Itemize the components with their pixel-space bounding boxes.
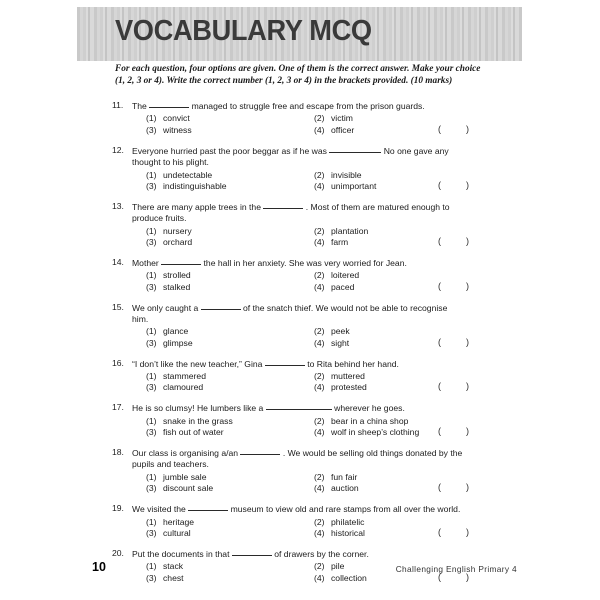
bracket-close: ) xyxy=(466,280,469,291)
bracket-open: ( xyxy=(438,571,441,582)
option-choice[interactable] xyxy=(146,483,213,494)
instructions-block xyxy=(115,64,515,87)
question-number: 11. xyxy=(112,100,124,110)
option-label: undetectable xyxy=(163,169,213,180)
option-choice[interactable] xyxy=(314,170,362,181)
question-item xyxy=(112,358,512,394)
option-label: peek xyxy=(331,326,350,337)
question-number: 18. xyxy=(112,447,124,458)
option-key: (1) xyxy=(146,471,157,482)
stem-text-before-blank: “I don’t like the new teacher,” Gina xyxy=(132,358,263,369)
option-key: (4) xyxy=(314,337,325,348)
answer-blank[interactable] xyxy=(149,100,189,108)
bracket-open: ( xyxy=(438,179,441,190)
option-choice[interactable] xyxy=(146,237,192,248)
option-label: invisible xyxy=(331,169,362,180)
question-stem xyxy=(112,201,512,225)
option-grid xyxy=(112,326,512,349)
question-text-line xyxy=(132,100,512,112)
option-label: stammered xyxy=(163,371,206,382)
question-number: 19. xyxy=(112,503,124,514)
question-stem xyxy=(112,548,512,560)
question-text-line: him. xyxy=(132,313,149,324)
answer-blank[interactable] xyxy=(329,145,381,153)
option-label: glimpse xyxy=(163,337,193,348)
page-number: 10 xyxy=(92,560,106,574)
option-key: (4) xyxy=(314,180,325,191)
option-label: auction xyxy=(331,483,359,494)
answer-bracket-field[interactable] xyxy=(438,382,480,393)
option-choice[interactable] xyxy=(314,382,367,393)
option-key: (3) xyxy=(146,382,157,393)
instructions-line-1: For each question, four options are given. One of them is the correct answer. Make your choice xyxy=(115,64,481,74)
option-key: (2) xyxy=(314,270,325,281)
answer-blank[interactable] xyxy=(188,503,228,511)
option-key: (3) xyxy=(146,337,157,348)
option-key: (4) xyxy=(314,124,325,135)
option-key: (3) xyxy=(146,427,157,438)
question-item xyxy=(112,302,512,350)
bracket-close: ) xyxy=(466,235,469,246)
option-label: witness xyxy=(163,124,192,135)
answer-blank[interactable] xyxy=(240,447,280,455)
question-text-line xyxy=(132,302,512,314)
question-number: 17. xyxy=(112,402,124,413)
option-row xyxy=(112,528,512,539)
question-text-line: produce fruits. xyxy=(132,213,187,224)
option-key: (3) xyxy=(146,527,157,538)
option-row xyxy=(112,483,512,494)
option-choice[interactable] xyxy=(314,472,357,483)
answer-bracket-field[interactable] xyxy=(438,338,480,349)
option-row xyxy=(112,237,512,248)
option-choice[interactable] xyxy=(146,382,203,393)
option-label: orchard xyxy=(163,236,193,247)
option-label: sight xyxy=(331,337,350,348)
option-row xyxy=(112,416,512,427)
stem-text-before-blank: There are many apple trees in the xyxy=(132,201,261,212)
option-label: bear in a china shop xyxy=(331,415,409,426)
option-grid xyxy=(112,113,512,136)
option-label: collection xyxy=(331,572,367,583)
question-text-line xyxy=(132,145,512,157)
question-text-line xyxy=(132,447,512,459)
stem-text-before-blank: Everyone hurried past the poor beggar as if he was xyxy=(132,145,327,156)
option-key: (4) xyxy=(314,572,325,583)
option-grid xyxy=(112,170,512,193)
option-choice[interactable] xyxy=(146,270,191,281)
question-stem xyxy=(112,257,512,269)
option-grid xyxy=(112,517,512,540)
option-choice[interactable] xyxy=(314,528,365,539)
option-label: plantation xyxy=(331,225,369,236)
answer-bracket-field[interactable] xyxy=(438,237,480,248)
option-key: (1) xyxy=(146,415,157,426)
option-key: (1) xyxy=(146,561,157,572)
option-label: victim xyxy=(331,113,353,124)
option-choice[interactable] xyxy=(146,528,191,539)
stem-text-after-blank: museum to view old and rare stamps from all over the world. xyxy=(230,504,461,515)
option-key: (1) xyxy=(146,326,157,337)
option-choice[interactable] xyxy=(146,371,206,382)
option-label: nursery xyxy=(163,225,192,236)
answer-bracket-field[interactable] xyxy=(438,282,480,293)
stem-text-after-blank: No one gave any xyxy=(383,145,449,156)
question-number: 20. xyxy=(112,547,124,558)
question-item xyxy=(112,201,512,249)
stem-text-before-blank: Put the documents in that xyxy=(132,548,230,559)
answer-blank[interactable] xyxy=(232,548,272,556)
option-key: (2) xyxy=(314,169,325,180)
question-text-line xyxy=(132,257,512,269)
option-key: (2) xyxy=(314,326,325,337)
option-label: glance xyxy=(163,326,189,337)
instructions-line-2: (1, 2, 3 or 4). Write the correct number (1, 2, 3 or 4) in the brackets provided. (10 marks) xyxy=(115,75,453,86)
bracket-close: ) xyxy=(466,381,469,392)
question-stem xyxy=(112,503,512,515)
option-key: (4) xyxy=(314,527,325,538)
option-key: (2) xyxy=(314,471,325,482)
option-key: (1) xyxy=(146,169,157,180)
bracket-open: ( xyxy=(438,280,441,291)
answer-blank[interactable] xyxy=(263,201,303,209)
option-label: snake in the grass xyxy=(163,415,233,426)
option-key: (1) xyxy=(146,371,157,382)
option-label: pile xyxy=(331,561,345,572)
answer-bracket-field[interactable] xyxy=(438,427,480,438)
answer-bracket-field[interactable] xyxy=(438,528,480,539)
option-grid xyxy=(112,270,512,293)
option-key: (1) xyxy=(146,516,157,527)
option-label: discount sale xyxy=(163,483,214,494)
option-label: wolf in sheep’s clothing xyxy=(331,427,420,438)
question-text-line xyxy=(132,548,512,560)
option-row xyxy=(112,270,512,281)
question-item xyxy=(112,447,512,495)
option-key: (3) xyxy=(146,180,157,191)
option-choice[interactable] xyxy=(146,427,224,438)
option-choice[interactable] xyxy=(314,237,348,248)
stem-text-after-blank: to Rita behind her hand. xyxy=(307,358,399,369)
option-label: muttered xyxy=(331,371,365,382)
option-row xyxy=(112,371,512,382)
option-label: indistinguishable xyxy=(163,180,227,191)
bracket-close: ) xyxy=(466,571,469,582)
option-label: paced xyxy=(331,281,355,292)
question-stem xyxy=(112,302,512,326)
option-row xyxy=(112,282,512,293)
page-title: VOCABULARY MCQ xyxy=(115,15,372,47)
option-choice[interactable] xyxy=(314,181,376,192)
option-choice[interactable] xyxy=(146,170,212,181)
option-label: fish out of water xyxy=(163,427,224,438)
question-number: 15. xyxy=(112,301,124,312)
option-choice[interactable] xyxy=(314,270,359,281)
answer-bracket-field[interactable] xyxy=(438,483,480,494)
option-label: philatelic xyxy=(331,516,365,527)
answer-bracket-field[interactable] xyxy=(438,125,480,136)
page-footer xyxy=(0,560,600,590)
option-key: (2) xyxy=(314,371,325,382)
option-choice[interactable] xyxy=(146,125,192,136)
stem-text-before-blank: Mother xyxy=(132,257,159,268)
question-text-line xyxy=(132,402,512,414)
stem-text-before-blank: We visited the xyxy=(132,504,186,515)
question-text-line xyxy=(132,201,512,213)
question-text-line xyxy=(132,503,512,515)
option-choice[interactable] xyxy=(314,483,359,494)
option-row xyxy=(112,125,512,136)
option-row xyxy=(112,338,512,349)
stem-text-after-blank: . Most of them are matured enough to xyxy=(305,201,450,212)
option-row xyxy=(112,226,512,237)
question-item xyxy=(112,402,512,438)
option-choice[interactable] xyxy=(314,326,350,337)
option-label: officer xyxy=(331,124,355,135)
option-choice[interactable] xyxy=(146,181,227,192)
option-key: (2) xyxy=(314,113,325,124)
bracket-open: ( xyxy=(438,526,441,537)
option-grid xyxy=(112,416,512,439)
option-label: historical xyxy=(331,527,365,538)
stem-text-after-blank: the hall in her anxiety. She was very worried for Jean. xyxy=(203,257,407,268)
option-label: protested xyxy=(331,382,367,393)
option-key: (2) xyxy=(314,225,325,236)
stem-text-before-blank: Our class is organising a/an xyxy=(132,448,239,459)
option-row xyxy=(112,472,512,483)
option-key: (2) xyxy=(314,561,325,572)
option-label: cultural xyxy=(163,527,191,538)
option-choice[interactable] xyxy=(146,416,233,427)
option-key: (2) xyxy=(314,516,325,527)
header-stripe-band xyxy=(77,7,522,61)
question-number: 14. xyxy=(112,256,124,267)
question-stem xyxy=(112,447,512,471)
stem-text-after-blank: of the snatch thief. We would not be able to recognise xyxy=(243,302,448,313)
question-list xyxy=(112,100,512,593)
option-label: stalked xyxy=(163,281,191,292)
option-row xyxy=(112,326,512,337)
option-choice[interactable] xyxy=(146,282,190,293)
answer-blank[interactable] xyxy=(265,358,305,366)
stem-text-before-blank: He is so clumsy! He lumbers like a xyxy=(132,403,264,414)
bracket-close: ) xyxy=(466,336,469,347)
option-label: clamoured xyxy=(163,382,204,393)
option-row xyxy=(112,427,512,438)
bracket-open: ( xyxy=(438,426,441,437)
option-choice[interactable] xyxy=(314,427,419,438)
question-number: 13. xyxy=(112,200,124,211)
answer-blank[interactable] xyxy=(161,257,201,265)
option-row xyxy=(112,517,512,528)
option-choice[interactable] xyxy=(146,226,192,237)
option-key: (3) xyxy=(146,483,157,494)
option-key: (4) xyxy=(314,236,325,247)
stem-text-before-blank: The xyxy=(132,101,147,111)
bracket-open: ( xyxy=(438,482,441,493)
option-label: unimportant xyxy=(331,180,377,191)
option-row xyxy=(112,170,512,181)
option-grid xyxy=(112,472,512,495)
option-key: (3) xyxy=(146,281,157,292)
option-label: convict xyxy=(163,113,190,124)
question-number: 16. xyxy=(112,357,124,368)
option-choice[interactable] xyxy=(146,326,188,337)
option-key: (4) xyxy=(314,427,325,438)
option-choice[interactable] xyxy=(314,517,364,528)
option-grid xyxy=(112,226,512,249)
stem-text-after-blank: wherever he goes. xyxy=(334,403,405,414)
option-choice[interactable] xyxy=(146,113,190,124)
stem-text-after-blank: of drawers by the corner. xyxy=(274,548,369,559)
option-label: loitered xyxy=(331,270,360,281)
option-grid xyxy=(112,371,512,394)
option-row xyxy=(112,113,512,124)
option-choice[interactable] xyxy=(314,338,349,349)
option-key: (1) xyxy=(146,225,157,236)
question-text-line xyxy=(132,358,512,370)
bracket-open: ( xyxy=(438,381,441,392)
question-item xyxy=(112,503,512,539)
option-row xyxy=(112,382,512,393)
bracket-close: ) xyxy=(466,123,469,134)
option-choice[interactable] xyxy=(314,125,354,136)
question-stem xyxy=(112,100,512,112)
question-item xyxy=(112,145,512,193)
book-title: Challenging English Primary 4 xyxy=(395,564,517,574)
option-label: stack xyxy=(163,561,184,572)
option-choice[interactable] xyxy=(146,472,206,483)
option-choice[interactable] xyxy=(146,338,193,349)
option-choice[interactable] xyxy=(314,226,368,237)
stem-text-before-blank: We only caught a xyxy=(132,302,199,313)
question-item xyxy=(112,100,512,136)
option-choice[interactable] xyxy=(146,517,194,528)
option-key: (1) xyxy=(146,113,157,124)
option-label: heritage xyxy=(163,516,195,527)
option-key: (4) xyxy=(314,483,325,494)
answer-bracket-field[interactable] xyxy=(438,181,480,192)
bracket-open: ( xyxy=(438,123,441,134)
option-key: (3) xyxy=(146,236,157,247)
stem-text-after-blank: . We would be selling old things donated by the xyxy=(282,448,463,459)
option-key: (4) xyxy=(314,281,325,292)
bracket-open: ( xyxy=(438,235,441,246)
option-choice[interactable] xyxy=(314,371,365,382)
question-number: 12. xyxy=(112,144,124,155)
option-choice[interactable] xyxy=(314,113,353,124)
question-stem xyxy=(112,145,512,169)
option-key: (3) xyxy=(146,124,157,135)
answer-blank[interactable] xyxy=(266,402,332,410)
question-stem xyxy=(112,358,512,370)
option-choice[interactable] xyxy=(314,282,354,293)
option-label: chest xyxy=(163,572,184,583)
bracket-open: ( xyxy=(438,336,441,347)
answer-blank[interactable] xyxy=(201,302,241,310)
question-item xyxy=(112,257,512,293)
bracket-close: ) xyxy=(466,179,469,190)
option-key: (2) xyxy=(314,415,325,426)
option-key: (3) xyxy=(146,572,157,583)
bracket-close: ) xyxy=(466,426,469,437)
option-label: strolled xyxy=(163,270,191,281)
bracket-close: ) xyxy=(466,482,469,493)
option-key: (4) xyxy=(314,382,325,393)
option-key: (1) xyxy=(146,270,157,281)
option-label: farm xyxy=(331,236,349,247)
option-label: fun fair xyxy=(331,471,358,482)
question-text-line: thought to his plight. xyxy=(132,157,209,168)
question-stem xyxy=(112,402,512,414)
stem-text-after-blank: managed to struggle free and escape from the prison guards. xyxy=(191,101,425,111)
option-row xyxy=(112,181,512,192)
option-choice[interactable] xyxy=(314,416,408,427)
option-label: jumble sale xyxy=(163,471,207,482)
bracket-close: ) xyxy=(466,526,469,537)
question-text-line: pupils and teachers. xyxy=(132,459,209,470)
